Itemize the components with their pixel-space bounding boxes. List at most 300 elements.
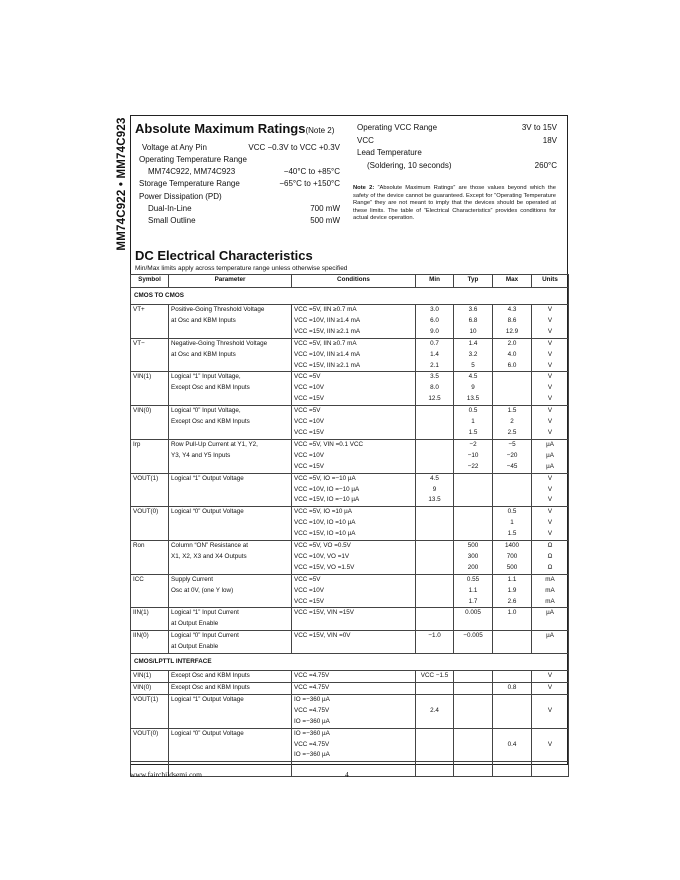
- dc-symbol: VOUT(1): [131, 694, 169, 728]
- dc-units-line: V: [547, 327, 553, 335]
- dc-parameter: [169, 574, 292, 608]
- dc-min: [416, 728, 454, 762]
- dc-max-line: [495, 717, 529, 728]
- dc-max-line: 4.0: [507, 350, 517, 358]
- dc-min-line: [418, 541, 451, 552]
- dc-typ: [454, 608, 493, 631]
- dc-max-line: 0.4: [507, 740, 517, 748]
- dc-symbol: Ron: [131, 541, 169, 575]
- dc-section-label: CMOS TO CMOS: [131, 288, 569, 305]
- dc-units-line: [534, 642, 566, 653]
- amr-left-value: −40°C to +85°C: [283, 167, 340, 176]
- dc-max-line: 12.9: [505, 327, 519, 335]
- amr-right-label: Operating VCC Range: [357, 123, 438, 132]
- dc-max-line: 1400: [504, 542, 519, 550]
- note-2: [353, 185, 556, 223]
- table-row: [131, 305, 569, 339]
- dc-parameter-line: Logical “0” Input Voltage,: [171, 407, 241, 415]
- dc-units-line: Ω: [547, 563, 553, 571]
- dc-parameter-line: Logical “0” Input Current: [171, 632, 239, 640]
- dc-parameter: [169, 372, 292, 406]
- dc-min: [416, 507, 454, 541]
- dc-conditions-line: VCC =10V: [294, 586, 324, 594]
- amr-title: [135, 121, 334, 136]
- dc-max-line: [495, 619, 529, 630]
- dc-units: [532, 631, 569, 654]
- dc-max-line: [495, 729, 529, 740]
- dc-conditions-line: VCC =15V, VIN =15V: [294, 609, 354, 617]
- dc-typ: [454, 694, 493, 728]
- dc-max-line: 2.5: [507, 428, 517, 436]
- dc-units-line: V: [547, 316, 553, 324]
- dc-parameter-line: Logical “1” Input Voltage,: [171, 373, 241, 381]
- dc-units-line: [534, 729, 566, 740]
- dc-min-line: 1.4: [430, 350, 439, 358]
- dc-header-cell: Conditions: [292, 275, 416, 288]
- dc-typ-line: 1.5: [468, 428, 478, 436]
- dc-min-line: [418, 507, 451, 518]
- amr-left-value: −65°C to +150°C: [279, 179, 340, 188]
- amr-right-value: 18V: [542, 136, 557, 145]
- dc-conditions: [292, 671, 416, 683]
- dc-units-line: V: [547, 706, 553, 714]
- dc-max: [493, 728, 532, 762]
- dc-parameter-line: Logical “0” Output Voltage: [171, 729, 244, 737]
- amr-right-value: 3V to 15V: [521, 123, 557, 132]
- dc-typ-line: [456, 642, 490, 653]
- dc-min-line: [418, 428, 451, 439]
- table-row: [131, 608, 569, 631]
- dc-min-line: [418, 740, 451, 751]
- dc-units-line: V: [547, 684, 553, 691]
- dc-max-line: 2.0: [507, 339, 517, 347]
- dc-min-line: [418, 586, 451, 597]
- dc-parameter: [169, 406, 292, 440]
- dc-units-line: V: [547, 519, 553, 527]
- dc-parameter: [169, 439, 292, 473]
- dc-max-line: 4.3: [507, 306, 517, 313]
- dc-conditions-line: VCC =5V: [294, 407, 321, 415]
- dc-units-line: Ω: [547, 552, 553, 560]
- dc-units: [532, 305, 569, 339]
- dc-body: [131, 288, 569, 777]
- dc-max-line: 1.9: [507, 586, 517, 594]
- dc-conditions: [292, 694, 416, 728]
- dc-symbol: IIN(1): [131, 608, 169, 631]
- dc-max-line: 1: [510, 519, 514, 527]
- amr-left-value: [220, 155, 340, 164]
- dc-min: [416, 406, 454, 440]
- dc-min-line: 9.0: [430, 327, 439, 335]
- dc-parameter-line: [171, 462, 289, 473]
- dc-typ: [454, 473, 493, 507]
- dc-units-line: µA: [546, 451, 554, 459]
- dc-typ-line: [456, 717, 490, 728]
- dc-typ: [454, 631, 493, 654]
- dc-units: [532, 507, 569, 541]
- dc-conditions-line: VCC =15V: [294, 395, 324, 403]
- dc-max: [493, 631, 532, 654]
- dc-conditions-line: VCC =10V, IIN ≥1.4 mA: [294, 316, 361, 324]
- page-number: 4: [345, 770, 349, 779]
- dc-typ-line: 5: [471, 361, 475, 369]
- dc-conditions: [292, 305, 416, 339]
- dc-conditions: [292, 728, 416, 762]
- side-title: [112, 116, 130, 276]
- dc-parameter-line: Negative-Going Threshold Voltage: [171, 339, 268, 347]
- dc-units-line: V: [547, 306, 553, 313]
- dc-max-line: 1.5: [507, 530, 517, 538]
- dc-max-line: [495, 383, 529, 394]
- dc-table: [130, 274, 569, 777]
- amr-left-label: Operating Temperature Range: [139, 155, 247, 164]
- dc-parameter-line: Positive-Going Threshold Voltage: [171, 306, 265, 313]
- dc-units-line: V: [547, 373, 553, 381]
- dc-units-line: [534, 619, 566, 630]
- dc-max: [493, 574, 532, 608]
- dc-parameter: [169, 338, 292, 372]
- dc-units: [532, 694, 569, 728]
- dc-conditions-line: VCC =10V, IO =−10 µA: [294, 485, 360, 493]
- dc-parameter-line: Logical “1” Output Voltage: [171, 695, 244, 703]
- dc-conditions-line: VCC =4.75V: [294, 740, 330, 748]
- note-text: “Absolute Maximum Ratings” are those values beyond which the safety of the device cannot be guaranteed. Except for “Operating Temperature Range” they are not meant to imply that the devices should be operated at these limits. The table of “Electrical Characteristics” provides conditions for actual device operation.: [353, 185, 556, 221]
- dc-title: DC Electrical Characteristics: [135, 248, 313, 263]
- dc-conditions-line: [294, 619, 413, 630]
- dc-parameter-line: [171, 750, 289, 761]
- dc-header-row: [131, 275, 569, 288]
- dc-units-line: Ω: [547, 542, 553, 550]
- dc-units-line: mA: [545, 575, 555, 583]
- dc-conditions: [292, 507, 416, 541]
- dc-min-line: [418, 563, 451, 574]
- dc-parameter: [169, 671, 292, 683]
- dc-min: [416, 574, 454, 608]
- dc-conditions-line: VCC =10V: [294, 384, 324, 392]
- dc-units-line: V: [547, 395, 553, 403]
- dc-typ-line: −0.005: [463, 632, 483, 640]
- dc-units-line: V: [547, 418, 553, 426]
- dc-parameter-line: [171, 597, 289, 608]
- dc-max-line: 8.6: [507, 316, 517, 324]
- dc-min-line: [418, 552, 451, 563]
- dc-parameter: [169, 473, 292, 507]
- dc-typ: [454, 305, 493, 339]
- dc-min-line: 3.0: [430, 306, 439, 313]
- dc-parameter: [169, 728, 292, 762]
- dc-units-line: µA: [546, 462, 554, 470]
- dc-symbol: Irp: [131, 439, 169, 473]
- dc-conditions: [292, 439, 416, 473]
- dc-typ-line: [456, 507, 490, 518]
- dc-parameter-line: Except Osc and KBM Inputs: [171, 384, 250, 392]
- dc-units-line: µA: [546, 440, 554, 448]
- dc-conditions-line: VCC =10V, IO =10 µA: [294, 519, 356, 527]
- dc-max-line: 0.5: [507, 508, 517, 516]
- dc-typ: [454, 439, 493, 473]
- table-row: [131, 338, 569, 372]
- dc-units: [532, 683, 569, 695]
- dc-section-row: [131, 654, 569, 671]
- dc-typ-line: [456, 740, 490, 751]
- dc-units-line: V: [547, 350, 553, 358]
- dc-section-row: [131, 288, 569, 305]
- dc-conditions-line: VCC =5V, VO =0.5V: [294, 542, 351, 550]
- dc-max: [493, 439, 532, 473]
- amr-right-value: 260°C: [534, 161, 557, 170]
- dc-parameter: [169, 694, 292, 728]
- dc-typ-line: 200: [467, 563, 479, 571]
- dc-max: [493, 507, 532, 541]
- dc-conditions-line: VCC =10V, VO =1V: [294, 552, 350, 560]
- footer-website[interactable]: www.fairchildsemi.com: [130, 770, 202, 779]
- dc-header-cell: Min: [416, 275, 454, 288]
- dc-typ-line: [456, 750, 490, 761]
- dc-typ-line: [456, 495, 490, 506]
- dc-conditions: [292, 631, 416, 654]
- dc-max: [493, 473, 532, 507]
- dc-conditions-line: VCC =10V, IIN ≥1.4 mA: [294, 350, 361, 358]
- dc-parameter-line: Row Pull-Up Current at Y1, Y2,: [171, 440, 258, 448]
- dc-typ: [454, 541, 493, 575]
- dc-conditions-line: VCC =15V: [294, 428, 324, 436]
- dc-units-line: V: [547, 496, 553, 504]
- dc-min-line: [418, 608, 451, 619]
- dc-max-line: 1.1: [507, 575, 517, 583]
- dc-max-line: 6.0: [507, 361, 517, 369]
- dc-typ-line: −10: [467, 451, 479, 459]
- dc-parameter: [169, 683, 292, 695]
- amr-left-value: 700 mW: [310, 204, 340, 213]
- dc-units: [532, 372, 569, 406]
- dc-min: [416, 372, 454, 406]
- dc-parameter: [169, 608, 292, 631]
- dc-parameter-line: Osc at 0V, (one Y low): [171, 586, 234, 594]
- dc-typ: [454, 574, 493, 608]
- dc-parameter-line: Supply Current: [171, 575, 213, 583]
- dc-conditions-line: IO =−360 µA: [294, 729, 330, 737]
- dc-min-line: 3.5: [430, 373, 439, 381]
- dc-typ-line: 0.5: [468, 407, 478, 415]
- dc-parameter-line: Except Osc and KBM Inputs: [171, 684, 250, 691]
- amr-left-label: Voltage at Any Pin: [142, 143, 207, 152]
- amr-left-value: 500 mW: [310, 216, 340, 225]
- dc-spacer-cell: [292, 762, 416, 777]
- amr-left-label: Power Dissipation (PD): [139, 192, 222, 201]
- dc-max-line: [495, 695, 529, 706]
- dc-min-line: 4.5: [430, 474, 439, 482]
- dc-spacer-cell: [532, 762, 569, 777]
- dc-typ-line: [456, 695, 490, 706]
- dc-max-line: −5: [508, 440, 516, 448]
- dc-parameter-line: [171, 706, 289, 717]
- dc-symbol: IIN(0): [131, 631, 169, 654]
- dc-parameter-line: at Osc and KBM Inputs: [171, 350, 236, 358]
- dc-max-line: [495, 671, 529, 682]
- dc-max-line: [495, 394, 529, 405]
- dc-min-line: [418, 597, 451, 608]
- dc-units-line: V: [547, 485, 553, 493]
- dc-typ-line: −2: [469, 440, 477, 448]
- dc-symbol: ICC: [131, 574, 169, 608]
- dc-parameter-line: [171, 518, 289, 529]
- dc-units-line: µA: [546, 609, 554, 617]
- table-row: [131, 574, 569, 608]
- dc-typ: [454, 338, 493, 372]
- dc-typ-line: 6.8: [468, 316, 478, 324]
- dc-max-line: 1.0: [507, 609, 517, 617]
- dc-header-cell: Parameter: [169, 275, 292, 288]
- dc-units-line: V: [547, 530, 553, 538]
- dc-header-cell: Max: [493, 275, 532, 288]
- dc-units-line: [534, 695, 566, 706]
- dc-max: [493, 338, 532, 372]
- dc-min-line: [418, 695, 451, 706]
- dc-typ-line: 1.1: [468, 586, 478, 594]
- dc-units: [532, 608, 569, 631]
- dc-min: [416, 338, 454, 372]
- amr-right-label: Lead Temperature: [357, 148, 422, 157]
- amr-left-label: Dual-In-Line: [148, 204, 192, 213]
- dc-parameter: [169, 541, 292, 575]
- dc-header-cell: Typ: [454, 275, 493, 288]
- dc-typ-line: [456, 729, 490, 740]
- dc-max-line: 2.6: [507, 597, 517, 605]
- dc-typ-line: 1.7: [468, 597, 478, 605]
- dc-min-line: [418, 529, 451, 540]
- dc-parameter-line: [171, 717, 289, 728]
- dc-symbol: VIN(0): [131, 406, 169, 440]
- dc-conditions-line: VCC =5V, IIN ≥0.7 mA: [294, 339, 357, 347]
- dc-typ-line: 500: [467, 542, 479, 550]
- dc-units-line: [534, 750, 566, 761]
- table-row: [131, 694, 569, 728]
- dc-units-line: V: [547, 740, 553, 748]
- dc-typ-line: [456, 518, 490, 529]
- dc-conditions-line: VCC =4.75V: [294, 706, 330, 714]
- dc-min-line: 9: [432, 485, 437, 493]
- dc-min-line: [418, 462, 451, 473]
- dc-typ-line: 1: [471, 418, 475, 426]
- dc-typ: [454, 683, 493, 695]
- dc-min: [416, 631, 454, 654]
- dc-conditions-line: VCC =15V, VO =1.5V: [294, 563, 355, 571]
- dc-parameter: [169, 305, 292, 339]
- dc-min: [416, 541, 454, 575]
- dc-max-line: 500: [506, 563, 518, 571]
- dc-units-line: V: [547, 672, 553, 680]
- dc-units: [532, 671, 569, 683]
- dc-min-line: VCC −1.5: [420, 672, 449, 680]
- dc-typ-line: [456, 474, 490, 485]
- dc-units-line: V: [547, 384, 553, 392]
- dc-units: [532, 728, 569, 762]
- dc-min: [416, 305, 454, 339]
- dc-min-line: 13.5: [428, 496, 441, 504]
- dc-units: [532, 473, 569, 507]
- dc-parameter-line: [171, 740, 289, 751]
- dc-units-line: µA: [546, 632, 554, 640]
- dc-min: [416, 671, 454, 683]
- dc-max-line: 1.5: [507, 407, 517, 415]
- dc-conditions: [292, 338, 416, 372]
- dc-units-line: V: [547, 508, 553, 516]
- dc-min-line: [418, 406, 451, 417]
- dc-conditions-line: VCC =10V: [294, 418, 324, 426]
- dc-typ-line: 3.2: [468, 350, 478, 358]
- dc-typ-line: −22: [467, 462, 479, 470]
- dc-parameter-line: Logical “1” Output Voltage: [171, 474, 244, 482]
- dc-parameter-line: at Output Enable: [171, 620, 219, 628]
- dc-typ: [454, 507, 493, 541]
- dc-max-line: 0.8: [507, 684, 517, 691]
- table-row: [131, 473, 569, 507]
- dc-parameter-line: Except Osc and KBM Inputs: [171, 418, 250, 426]
- dc-conditions: [292, 541, 416, 575]
- dc-typ-line: [456, 529, 490, 540]
- dc-min: [416, 608, 454, 631]
- dc-min-line: 6.0: [430, 316, 439, 324]
- dc-parameter-line: [171, 563, 289, 574]
- dc-conditions-line: VCC =15V: [294, 462, 324, 470]
- dc-units-line: V: [547, 407, 553, 415]
- amr-left-label: Small Outline: [148, 216, 196, 225]
- dc-typ-line: [456, 683, 490, 694]
- dc-units-line: [534, 717, 566, 728]
- table-row: [131, 631, 569, 654]
- dc-header-cell: Symbol: [131, 275, 169, 288]
- dc-header-cell: Units: [532, 275, 569, 288]
- table-row: [131, 541, 569, 575]
- amr-right-value: [456, 148, 557, 157]
- dc-symbol: VIN(1): [131, 671, 169, 683]
- dc-typ: [454, 406, 493, 440]
- dc-min-line: [418, 575, 451, 586]
- dc-max-line: [495, 372, 529, 383]
- note-label: Note 2:: [353, 185, 375, 191]
- dc-conditions: [292, 574, 416, 608]
- dc-min: [416, 439, 454, 473]
- dc-conditions-line: IO =−360 µA: [294, 751, 330, 759]
- dc-max: [493, 406, 532, 440]
- dc-conditions-line: VCC =15V, IIN ≥2.1 mA: [294, 327, 361, 335]
- dc-typ-line: 3.6: [468, 306, 478, 313]
- dc-min-line: [418, 642, 451, 653]
- dc-max-line: −20: [506, 451, 518, 459]
- dc-parameter-line: [171, 529, 289, 540]
- dc-min-line: 12.5: [428, 395, 441, 403]
- dc-units-line: V: [547, 428, 553, 436]
- dc-parameter-line: [171, 327, 289, 338]
- dc-conditions-line: VCC =5V, VIN =0.1 VCC: [294, 440, 364, 448]
- dc-parameter-line: [171, 428, 289, 439]
- dc-max: [493, 683, 532, 695]
- dc-min-line: [418, 417, 451, 428]
- dc-min-line: [418, 750, 451, 761]
- dc-max-line: 700: [506, 552, 518, 560]
- dc-typ-line: 300: [467, 552, 479, 560]
- dc-conditions: [292, 683, 416, 695]
- dc-units-line: mA: [545, 586, 555, 594]
- dc-conditions-line: VCC =5V, IO =−10 µA: [294, 474, 356, 482]
- dc-typ-line: 0.005: [465, 609, 481, 617]
- dc-conditions-line: IO =−360 µA: [294, 717, 330, 725]
- dc-max-line: 2: [510, 418, 514, 426]
- dc-units: [532, 338, 569, 372]
- dc-max-line: [495, 706, 529, 717]
- dc-symbol: VOUT(0): [131, 507, 169, 541]
- dc-conditions-line: IO =−360 µA: [294, 695, 330, 703]
